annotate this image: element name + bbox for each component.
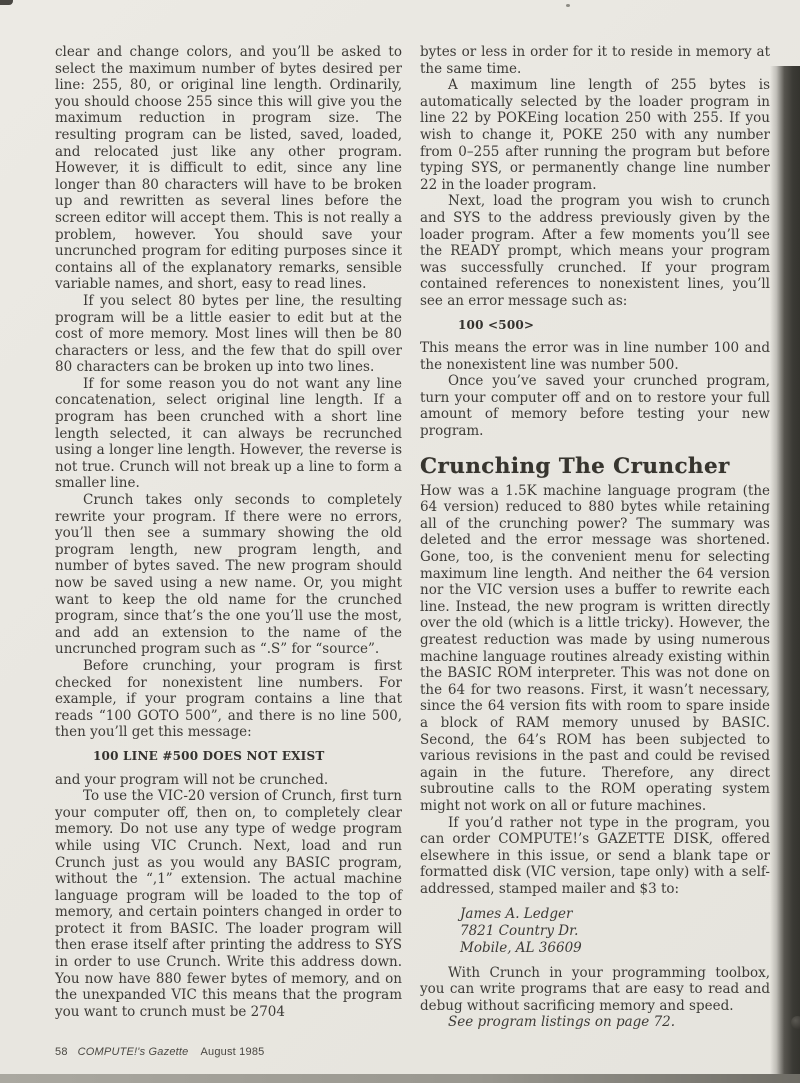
paragraph: How was a 1.5K machine language program (the 64 version) reduced to 880 bytes while retaining all of the crunching power? The summary was deleted and the error message was shortened. Gone, too, is the convenient menu for selecting maximum line length. And neither the 64 version nor the VIC version uses a buffer to rewrite each line. Instead, the new program is written directly over the old (which is a little tricky). However, the greatest reduction was made by using numerous machine language routines already existing within the BASIC ROM interpreter. This was not done on the 64 for two reasons. First, it wasn’t necessary, since the 64 version fits with room to spare inside a block of RAM memory unused by BASIC. Second, the 64’s ROM has been subjected to various revisions in the past and could be revised again in the future. Therefore, any direct subroutine calls to the ROM operating system might not work on all or future machines. [420,482,770,814]
paragraph: To use the VIC-20 version of Crunch, first turn your computer off, then on, to completely clear memory. Do not use any type of wedge program while using VIC Crunch. Next, load and run Crunch just as you would any BASIC program, without the “,1” extension. The actual machine language program will be loaded to the top of memory, and certain pointers changed in order to protect it from BASIC. The loader program will then erase itself after printing the address to SYS in order to use Crunch. Write this address down. You now have 880 fewer bytes of memory, and on the unexpanded VIC this means that the program you want to crunch must be 2704 [55,788,402,1020]
paragraph: and your program will not be crunched. [55,771,329,788]
issue-date: August 1985 [200,1046,265,1058]
paragraph: If you select 80 bytes per line, the resulting program will be a little easier to edit but at the cost of more memory. Most lines will then be 80 characters or less, and the few that do spill over 80 characters can be broken up into two lines. [55,292,402,376]
scan-edge-shadow-bottom [0,1074,800,1083]
paragraph: A maximum line length of 255 bytes is automatically selected by the loader program in line 22 by POKEing location 250 with 255. If you wish to change it, POKE 250 with any number from 0–255 after running the program but before typing SYS, or permanently change line number 22 in the loader program. [420,77,770,193]
address-line: Mobile, AL 36609 [460,939,582,956]
paragraph: Next, load the program you wish to crunch and SYS to the address previously given by the loader program. After a few moments you’ll see the READY prompt, which means your program was successfully crunched. If your program contained references to nonexistent lines, you’ll see an error message such as: [420,193,770,309]
paragraph: Before crunching, your program is first checked for nonexistent line numbers. For example, if your program contains a line that reads “100 GOTO 500”, and there is no line 500, then you’ll get this message: [55,657,402,741]
see-listings-text: See program listings on page 72. [448,1014,676,1031]
error-message-example: 100 <500> [458,317,535,332]
address-line: James A. Ledger [460,905,573,922]
mailing-address-block [460,906,770,957]
paragraph: clear and change colors, and you’ll be asked to select the maximum number of bytes desired per line: 255, 80, or original line length. Ordinarily, you should choose 255 since this will give you the maximum reduction in program size. The resulting program can be listed, saved, loaded, and relocated just like any other program. However, it is difficult to edit, since any line longer than 80 characters will have to be broken up and rewritten as several lines before the screen editor will accept them. This is not really a problem, however. You should save your uncrunched program for editing purposes since it contains all of the explanatory remarks, sensible variable names, and short, easy to read lines. [55,44,402,293]
scan-corner-mark [0,0,13,5]
end-of-article-icon [791,1016,800,1029]
scan-edge-shadow-right [776,66,800,1083]
magazine-name: COMPUTE!'s Gazette [77,1046,189,1058]
left-column [55,44,402,1020]
paragraph: bytes or less in order for it to reside in memory at the same time. [420,44,770,77]
page-number: 58 [55,1046,68,1058]
paragraph: This means the error was in line number 100 and the nonexistent line was number 500. [420,340,770,373]
paragraph: Once you’ve saved your crunched program, turn your computer off and on to restore your full amount of memory before testing your new program. [420,373,770,440]
paragraph: If for some reason you do not want any line concatenation, select original line length. If a program has been crunched with a short line length selected, it can always be recrunched using a longer line length. However, the reverse is not true. Crunch will not break up a line to form a smaller line. [55,375,402,492]
right-column [420,44,770,1031]
section-heading: Crunching The Cruncher [420,453,730,479]
error-message-example: 100 LINE #500 DOES NOT EXIST [93,748,325,763]
address-line: 7821 Country Dr. [460,922,579,939]
page-footer [55,1046,264,1058]
paragraph: If you’d rather not type in the program, you can order COMPUTE!’s GAZETTE DISK, offered elsewhere in this issue, or send a blank tape or formatted disk (VIC version, tape only) with a self-addressed, stamped mailer and $3 to: [420,814,770,897]
see-listings-note [420,1014,770,1031]
scan-speck [566,4,570,7]
paragraph: With Crunch in your programming toolbox, you can write programs that are easy to read and debug without sacrificing memory and speed. [420,964,770,1014]
paragraph: Crunch takes only seconds to completely rewrite your program. If there were no errors, you’ll then see a summary showing the old program length, new program length, and number of bytes saved. The new program should now be saved using a new name. Or, you might want to keep the old name for the crunched program, since that’s the one you’ll use the most, and add an extension to the name of the uncrunched program such as “.S” for “source”. [55,492,402,658]
